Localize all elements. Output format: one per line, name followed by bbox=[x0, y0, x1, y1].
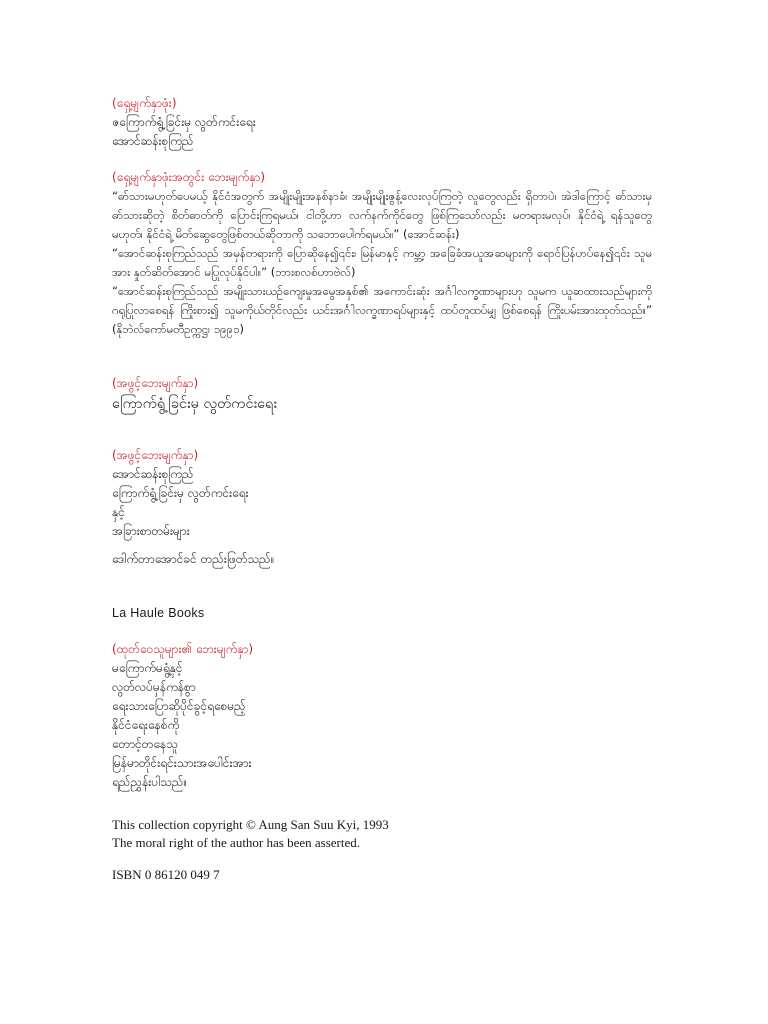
publisher-section bbox=[112, 602, 204, 623]
dedication-heading: (ထုတ်ဝေသူများ၏ ဘေးမျက်နှာ) bbox=[112, 642, 254, 656]
inside-cover-heading: (ရှေ့မျက်နှာဖုံးအတွင်း ဘေးမျက်နှာ) bbox=[112, 170, 266, 184]
dedication-line: နိုင်ငံရေးနေစ်ကို bbox=[112, 718, 180, 732]
half-title-heading: (အဖွင့်ဘေးမျက်နှာ) bbox=[112, 376, 199, 390]
title-page-author: အောင်ဆန်းစုကြည် bbox=[112, 467, 194, 481]
title-page-heading: (အဖွင့်ဘေးမျက်နှာ) bbox=[112, 448, 199, 462]
half-title-section bbox=[112, 374, 277, 415]
front-cover-author: အောင်ဆန်းစုကြည် bbox=[112, 134, 194, 148]
dedication-section bbox=[112, 640, 253, 792]
title-page-subtitle: အခြားစာတမ်းများ bbox=[112, 524, 190, 538]
copyright-section bbox=[112, 816, 389, 852]
dedication-line: မြန်မာတိုင်းရင်းသားအပေါင်းအား bbox=[112, 756, 252, 770]
publisher-name: La Haule Books bbox=[112, 606, 205, 620]
quote-paragraph: “ဓာ်သားမဟုတ်ပေမယ့် နိုင်ငံအတွက် အမျိုးမျိုးအနစ်နာခံ၊ အမျိုးမျိုးဇွန့်လေးလုပ်ကြတဲ့ လူတွေလည်း ရှိတာပဲ၊ အဲဒါကြောင့် ဓာ်သားမှ ဓာ်သားဆိုတဲ့ စိတ်ဓာတ်ကို ပြောင်းကြရမယ်၊ ငါတို့ဟာ လက်နက်ကိုင်တွေ ဖြစ်ကြသော်လည်း မတရားမလုပ်၊ နိုင်ငံရဲ့ ရန်သူတွေမဟုတ်၊ နိုင်ငံရဲ့ မိတ်ဆွေတွေဖြစ်တယ်ဆိုတာကို သဘောပေါက်ရမယ်။” (အောင်ဆန်း) bbox=[112, 189, 652, 241]
dedication-line: လွတ်လပ်မှန်ကန်စွာ bbox=[112, 680, 196, 694]
editor-line: ဒေါက်တာအောင်ခင် တည်းဖြတ်သည်။ bbox=[112, 552, 275, 566]
half-title: ကြောက်ရွံ့ခြင်းမှ လွတ်ကင်းရေး bbox=[112, 396, 278, 412]
title-page-and: နှင့် bbox=[112, 505, 125, 519]
title-page-section bbox=[112, 446, 249, 541]
dedication-line: ရေးသားပြောဆိုပိုင်ခွင့်ရစေမည့် bbox=[112, 699, 246, 713]
front-cover-heading: (ရှေ့မျက်နှာဖုံး) bbox=[112, 96, 177, 110]
quote-paragraph: “အောင်ဆန်းစုကြည်သည် အမျိုးသားယဉ်ကျေးမှုအမွေအနှစ်၏ အကောင်းဆုံး အင်္ဂါလက္ခဏာများဟု သူမက ယူဆထားသည်များကို ဂရုပြုလာစေရန် ကြိုးစား၍ သူမကိုယ်တိုင်လည်း ယင်းအင်္ဂါလက္ခဏာရပ်များနှင့် ထပ်တူထပ်မျှ ဖြစ်စေရန် ကြိုးပမ်းအားထုတ်သည်။” (နိုဘဲလ်ကော်မတီဥက္ကဋ္ဌ၊ ၁၉၉၁) bbox=[112, 284, 652, 336]
editor-section bbox=[112, 550, 274, 569]
isbn-section bbox=[112, 866, 220, 884]
moral-right-line: The moral right of the author has been asserted. bbox=[112, 835, 360, 850]
quote-paragraph: “အောင်ဆန်းစုကြည်သည် အမှန်တရားကို ပြောဆိုနေ၍၎င်း၊ မြန်မာနှင့် ကမ္ဘာ့ အခြေခံအယူအဆများကို ရောင်ပြန်ဟပ်နေ၍၎င်း သူမအား နှုတ်ဆိတ်အောင် မပြုလုပ်နိုင်ပါ။” (ဘားစလစ်ဟာဗဲလ်) bbox=[112, 246, 652, 279]
dedication-line: တောင့်တနေသူ bbox=[112, 737, 178, 751]
front-cover-section bbox=[112, 94, 256, 151]
dedication-line: မကြောက်မရွံ့နှင့် bbox=[112, 661, 183, 675]
dedication-line: ရည်ညွှန်းပါသည်။ bbox=[112, 775, 188, 789]
copyright-line: This collection copyright © Aung San Suu Kyi, 1993 bbox=[112, 817, 389, 832]
isbn-line: ISBN 0 86120 049 7 bbox=[112, 867, 220, 882]
inside-cover-section bbox=[112, 168, 652, 339]
title-page-title: ကြောက်ရွံ့ခြင်းမှ လွတ်ကင်းရေး bbox=[112, 486, 249, 500]
front-cover-title: ဇကြောက်ရွံ့ခြင်းမှ လွတ်ကင်းရေး bbox=[112, 115, 256, 129]
